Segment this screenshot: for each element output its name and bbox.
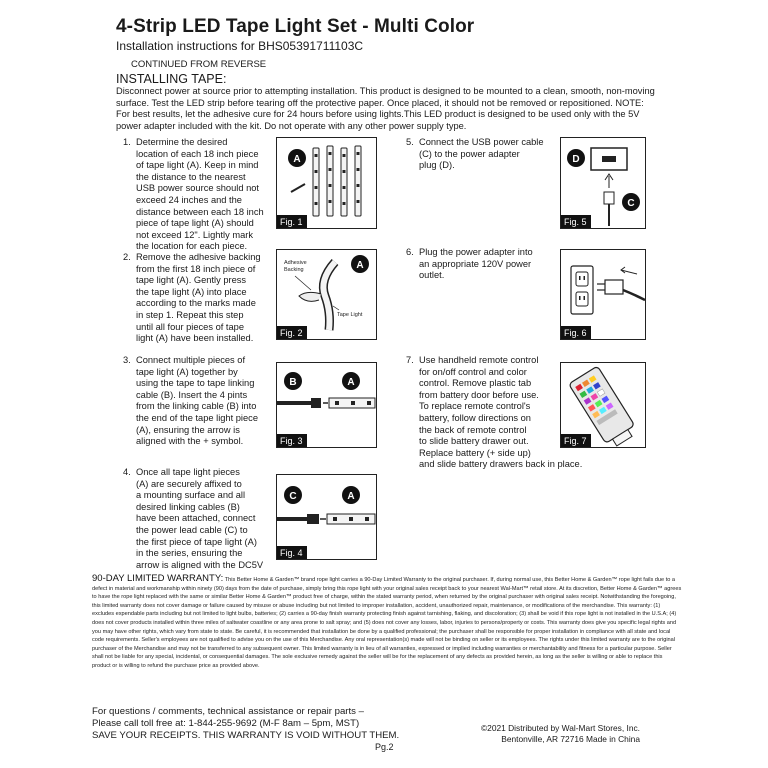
document-title: 4-Strip LED Tape Light Set - Multi Color	[116, 16, 475, 37]
step-text: Use handheld remote control for on/off control and color control. Remove plastic tab from battery door before use. To replace remote control's battery, follow directions on the back of remote control to slide battery drawer out. Replace battery (+ side up) and slide battery drawers back in place.	[419, 355, 583, 470]
figure-label: Fig. 2	[277, 326, 307, 339]
section-heading-installing: INSTALLING TAPE:	[116, 72, 227, 86]
svg-text:C: C	[627, 198, 635, 209]
figure-6	[560, 249, 646, 340]
distributor-line: ©2021 Distributed by Wal-Mart Stores, Inc.	[481, 723, 640, 733]
step-number: 5.	[406, 137, 414, 147]
distributor-address: Bentonville, AR 72716 Made in China	[501, 733, 640, 744]
continued-note: CONTINUED FROM REVERSE	[131, 59, 267, 70]
figure-3	[276, 362, 377, 448]
figure-label: Fig. 7	[561, 434, 591, 447]
step-text: Plug the power adapter into an appropriate 120V power outlet.	[419, 247, 533, 281]
contact-info	[92, 706, 399, 741]
svg-text:A: A	[347, 377, 355, 388]
figure-4	[276, 474, 377, 560]
contact-phone: Please call toll free at: 1-844-255-9692 (M-F 8am – 5pm, MST)	[92, 717, 360, 729]
distributor-info	[481, 723, 640, 744]
step-number: 7.	[406, 355, 414, 365]
step-number: 1.	[123, 137, 131, 147]
contact-questions: For questions / comments, technical assistance or repair parts –	[92, 706, 364, 717]
figure-7	[560, 362, 646, 448]
usb-plug-icon	[604, 192, 614, 204]
figure-label: Fig. 5	[561, 215, 591, 228]
figure-label: Fig. 4	[277, 546, 307, 559]
figure-2	[276, 249, 377, 340]
figure-label: Fig. 1	[277, 215, 307, 228]
page-number: Pg.2	[375, 742, 394, 752]
intro-paragraph: Disconnect power at source prior to attempting installation. This product is designed to be mounted to a clean, smooth, non-moving surface. Test the LED strip before tearing off the protective paper. Once placed, it should not be removed or repositioned. NOTE: For best results, let the adhesive cure for 24 hours before using lights.This LED product is designed to be used only with the 5V power adapter included with the kit. Do not operate with any other power supply type.	[116, 86, 655, 131]
warranty-text: This Better Home & Garden™ brand rope light carries a 90-Day Limited Warranty to the original purchaser. If, during normal use, this Better Home & Garden™ rope light fails due to a defect in material and workmanship within ninety (90) days from the date of purchase, simply bring this rope light with your original sales receipt back to your nearest Wal-Mart™ retail store. At its discretion, Better Home & Garden™ agrees to have the rope light replaced with the same or similar Better Home & Garden™ product free of charge, within the stated warranty period, when returned by the original purchaser with original sales receipt. Notwithstanding the foregoing, this limited warranty does not cover damage or failure caused by misuse or abuse including but not limited to improper installation, accident, unauthorized repair, maintenance, or modifications of the merchandise. This warranty: (1) excludes expendable parts including but not limited to light bulbs, batteries; (2) carries a 90-day finish warranty protecting finish against tarnishing, flaking, and discoloration; (3) shall be void if this rope light is not installed in the U.S.A; (4) does not cover products installed within three miles of saltwater coastline or any area prone to salt spray; and (5) does not cover any losses, labor, injuries to persons/property or costs. This warranty does give you specific legal rights and you may have other rights, which vary from state to state. Be careful, it is recommended that installation be done by a qualified professional; the purchaser shall be responsible for proper installation in compliance with all state and local code requirements. Seller's employees are not qualified to advise you on the use of this Merchandise. Any oral representation(s) made will not be binding on seller or its employees. The rights under this limited warranty are to the original purchaser of the Merchandise and may not be transferred to any subsequent owner. This limited warranty is in lieu of all warranties, expressed or implied including warranties or merchantability and fitness for a particular purpose. Seller shall not be liable for any special, incidental, or consequential damages. The sole exclusive remedy against the seller will be for the replacement of any defects as provided herein, as long as the seller is willing or able to replace this product or is willing to refund the purchase price as provided above.	[92, 577, 682, 669]
step-text: Determine the desired location of each 18 inch piece of tape light (A). Keep in mind the distance to the nearest USB power source should not exceed 24 inches and the distance between each 18 inch piece of tape light (A) should not exceed 12". Lightly mark the location for each piece.	[136, 137, 264, 252]
warranty-heading: 90-DAY LIMITED WARRANTY:	[92, 573, 224, 584]
svg-text:A: A	[356, 260, 364, 271]
step-text: Once all tape light pieces (A) are securely affixed to a mounting surface and all desired linking cables (B) have been attached, connect the power lead cable (C) to the first piece of tape light (A) in the series, ensuring the arrow is aligned with the DC5V	[136, 467, 264, 570]
figure-label: Fig. 3	[277, 434, 307, 447]
document-subtitle: Installation instructions for BHS05391711103C	[116, 39, 364, 53]
figure-5	[560, 137, 646, 229]
step-number: 4.	[123, 467, 131, 477]
svg-text:A: A	[347, 491, 355, 502]
svg-text:D: D	[572, 154, 580, 165]
warranty-section	[92, 575, 682, 671]
svg-text:Backing: Backing	[284, 267, 304, 273]
step-text: Remove the adhesive backing from the first 18 inch piece of tape light (A). Gently press the tape light (A) into place according to the marks made in step 1. Repeat this step until all four pieces of tape light (A) have been installed.	[136, 252, 261, 344]
svg-text:A: A	[293, 154, 301, 165]
save-receipts-note: SAVE YOUR RECEIPTS. THIS WARRANTY IS VOID WITHOUT THEM.	[92, 729, 400, 741]
step-number: 3.	[123, 355, 131, 365]
step-number: 6.	[406, 247, 414, 257]
svg-text:Adhesive: Adhesive	[284, 260, 307, 266]
figure-1	[276, 137, 377, 229]
step-text: Connect the USB power cable (C) to the power adapter plug (D).	[419, 137, 544, 171]
step-number: 2.	[123, 252, 131, 262]
svg-text:Tape Light: Tape Light	[337, 312, 363, 318]
plug-icon	[605, 280, 623, 294]
svg-text:B: B	[289, 377, 297, 388]
svg-text:C: C	[289, 491, 297, 502]
figure-label: Fig. 6	[561, 326, 591, 339]
step-text: Connect multiple pieces of tape light (A) together by using the tape to tape linking cable (B). Insert the 4 pints from the linking cable (B) into the end of the tape light piece (A), ensuring the arrow is aligned with the + symbol.	[136, 355, 258, 447]
